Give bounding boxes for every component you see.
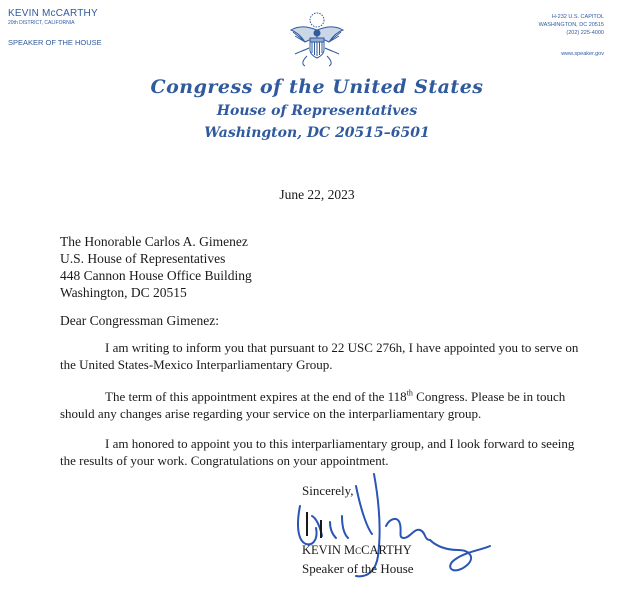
house-heading: House of Representatives: [216, 103, 418, 119]
ordinal-suffix: th: [406, 388, 413, 398]
office-website: www.speaker.gov: [561, 51, 604, 57]
paragraph-text: The term of this appointment expires at the end of the 118: [105, 389, 407, 404]
recipient-line: 448 Cannon House Office Building: [60, 268, 252, 283]
recipient-line: Washington, DC 20515: [60, 285, 187, 300]
body-paragraph-2: [60, 388, 580, 422]
recipient-line: The Honorable Carlos A. Gimenez: [60, 234, 248, 249]
signer-title: Speaker of the House: [302, 561, 414, 576]
salutation: Dear Congressman Gimenez:: [60, 313, 219, 328]
member-name: KEVIN McCARTHY: [8, 8, 98, 19]
body-paragraph-3: I am honored to appoint you to this interparliamentary group, and I look forward to seeing the results of your work. Congratulations on your appointment.: [60, 436, 575, 468]
member-district: 20th DISTRICT, CALIFORNIA: [8, 20, 75, 26]
letterhead-left: [8, 8, 102, 47]
member-title: SPEAKER OF THE HOUSE: [8, 38, 102, 47]
recipient-line: U.S. House of Representatives: [60, 251, 226, 266]
office-address-line1: H-232 U.S. CAPITOL: [551, 14, 604, 20]
great-seal-eagle-icon: [287, 8, 347, 70]
signer-name: KEVIN McCARTHY: [302, 543, 412, 557]
letter-date: June 22, 2023: [279, 187, 355, 202]
office-phone: (202) 225-4000: [566, 30, 604, 36]
office-address-line2: WASHINGTON, DC 20515: [538, 22, 604, 28]
paragraph-text: Congress. Please be in touch should any changes arise regarding your service on the interparliamentary group.: [60, 389, 566, 421]
letterhead-right: [484, 13, 604, 58]
recipient-address: [60, 233, 252, 301]
city-heading: Washington, DC 20515–6501: [204, 125, 430, 141]
congress-heading: Congress of the United States: [150, 76, 484, 98]
closing: Sincerely,: [302, 483, 354, 498]
body-paragraph-1: I am writing to inform you that pursuant to 22 USC 276h, I have appointed you to serve on the United States-Mexico Interparliamentary Group.: [60, 340, 579, 372]
